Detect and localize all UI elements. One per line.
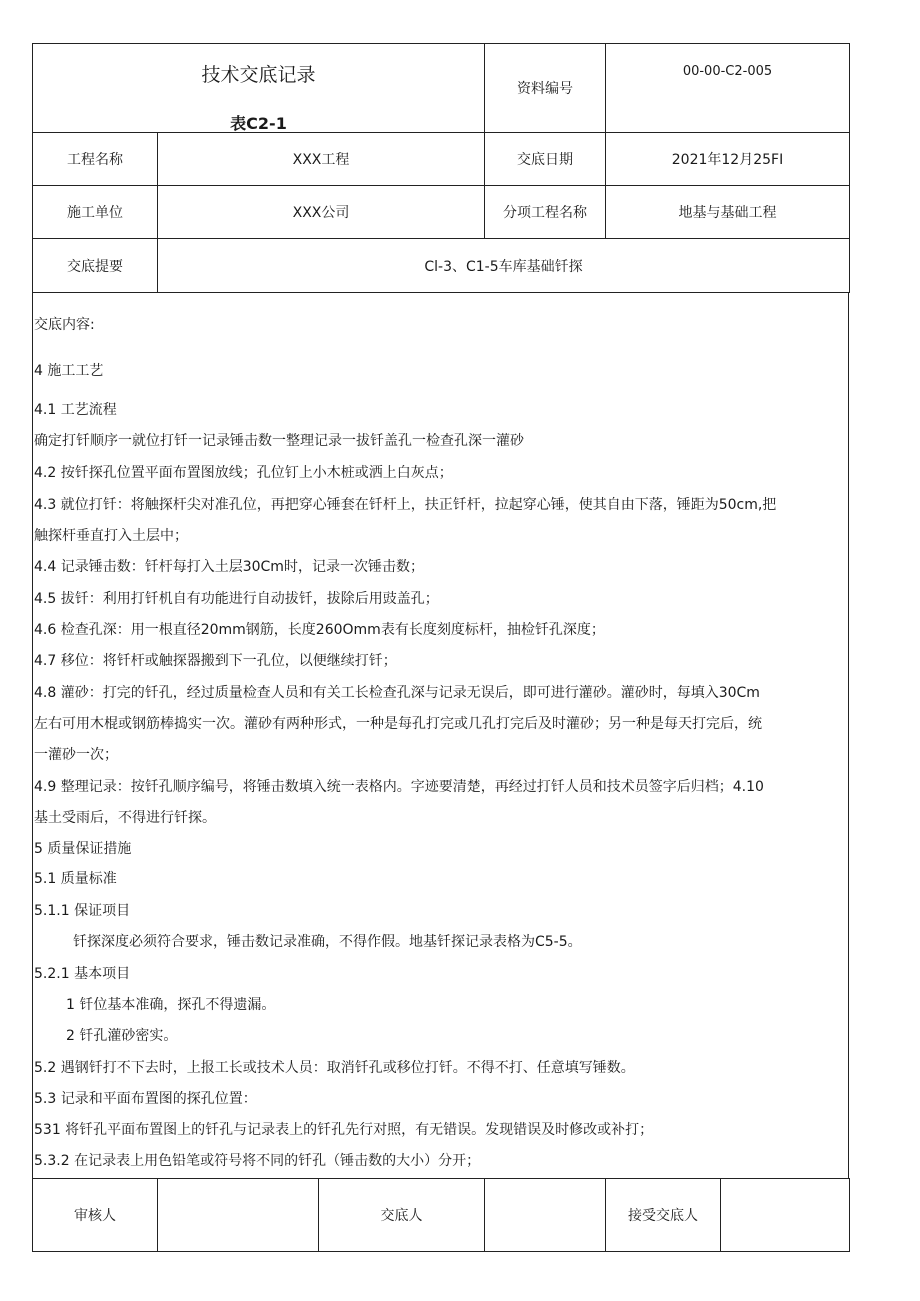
contractor-value: XXX公司 [158, 186, 485, 239]
code-label: 资料编号 [485, 44, 606, 133]
content-line: 4.3 就位打钎：将触探杆尖对准孔位，再把穿心锤套在钎杆上，扶正钎杆，拉起穿心锤，使其自由下落，锤距为50cm,把 [34, 497, 777, 513]
content-line: 2 钎孔灌砂密实。 [66, 1028, 178, 1044]
receiver-label: 接受交底人 [606, 1179, 721, 1252]
content-line: 1 钎位基本准确，探孔不得遗漏。 [66, 997, 276, 1013]
summary-value: Cl-3、C1-5车库基础钎探 [158, 239, 850, 293]
content-line: 交底内容: [34, 317, 95, 333]
content-line: 左右可用木棍或钢筋棒捣实一次。灌砂有两种形式，一种是每孔打完或几孔打完后及时灌砂；另一种是每天打完后，统 [34, 716, 762, 732]
date-value: 2021年12月25FI [606, 133, 850, 186]
project-name-value: XXX工程 [158, 133, 485, 186]
reviewer-label: 审核人 [33, 1179, 158, 1252]
content-line: 一灌砂一次； [34, 747, 118, 763]
date-label: 交底日期 [485, 133, 606, 186]
title-cell [33, 44, 485, 133]
content-line: 5.1 质量标准 [34, 871, 117, 887]
header-table [32, 43, 850, 293]
content-line: 4.7 移位：将钎杆或触探器搬到下一孔位，以便继续打钎； [34, 653, 397, 669]
content-line: 4 施工工艺 [34, 363, 104, 379]
signature-table [32, 1178, 850, 1252]
reviewer-signature-field[interactable] [158, 1179, 319, 1252]
project-name-label: 工程名称 [33, 133, 158, 186]
subproject-label: 分项工程名称 [485, 186, 606, 239]
receiver-signature-field[interactable] [721, 1179, 850, 1252]
info-row [33, 239, 850, 293]
document-title: 技术交底记录 [201, 64, 316, 86]
content-line: 确定打钎顺序一就位打钎一记录锤击数一整理记录一拔钎盖孔一检查孔深一灌砂 [34, 433, 524, 449]
form-number: 表C2-1 [230, 114, 287, 133]
disclosure-content [32, 292, 849, 1179]
content-line: 5.3.2 在记录表上用色铅笔或符号将不同的钎孔（锤击数的大小）分开； [34, 1153, 481, 1169]
content-line: 4.9 整理记录：按钎孔顺序编号，将锤击数填入统一表格内。字迹要清楚，再经过打钎人员和技术员签字后归档；4.10 [34, 779, 764, 795]
content-line: 5 质量保证措施 [34, 841, 132, 857]
subproject-value: 地基与基础工程 [606, 186, 850, 239]
content-line: 4.5 拔钎：利用打钎机自有功能进行自动拔钎，拔除后用豉盖孔； [34, 591, 439, 607]
info-row [33, 133, 850, 186]
discloser-label: 交底人 [319, 1179, 485, 1252]
content-line: 5.1.1 保证项目 [34, 903, 131, 919]
content-line: 4.4 记录锤击数：钎杆每打入土层30Cm时，记录一次锤击数； [34, 559, 424, 575]
content-line: 5.2 遇钢钎打不下去时，上报工长或技术人员：取消钎孔或移位打钎。不得不打、任意填写锤数。 [34, 1060, 635, 1076]
content-line: 5.3 记录和平面布置图的探孔位置： [34, 1091, 257, 1107]
discloser-signature-field[interactable] [485, 1179, 606, 1252]
content-line: 4.1 工艺流程 [34, 402, 117, 418]
code-value: 00-00-C2-005 [606, 44, 850, 133]
content-line: 钎探深度必须符合要求，锤击数记录准确，不得作假。地基钎探记录表格为C5-5。 [73, 934, 582, 950]
summary-label: 交底提要 [33, 239, 158, 293]
content-line: 触探杆垂直打入土层中； [34, 528, 188, 544]
content-line: 531 将钎孔平面布置图上的钎孔与记录表上的钎孔先行对照，有无错误。发现错误及时修改或补打； [34, 1122, 654, 1138]
content-line: 4.8 灌砂：打完的钎孔，经过质量检查人员和有关工长检查孔深与记录无误后，即可进行灌砂。灌砂时，每填入30Cm [34, 685, 760, 701]
info-row [33, 186, 850, 239]
content-line: 5.2.1 基本项目 [34, 966, 131, 982]
content-line: 基土受雨后，不得进行钎探。 [34, 810, 216, 826]
contractor-label: 施工单位 [33, 186, 158, 239]
content-line: 4.6 检查孔深：用一根直径20mm钢筋，长度260Omm表有长度刻度标杆，抽检钎孔深度； [34, 622, 605, 638]
content-line: 4.2 按钎探孔位置平面布置图放线；孔位钉上小木桩或洒上白灰点； [34, 465, 453, 481]
